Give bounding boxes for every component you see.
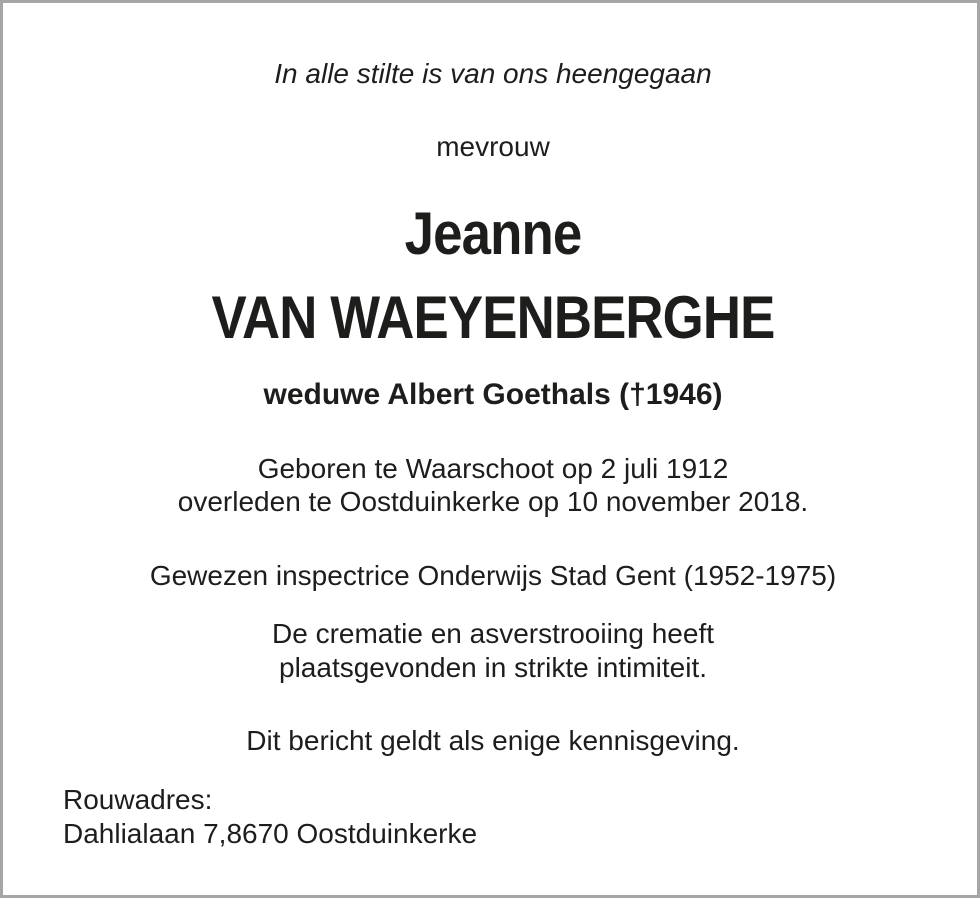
cremation-text-line-2: plaatsgevonden in strikte intimiteit. xyxy=(279,652,707,683)
career-info: Gewezen inspectrice Onderwijs Stad Gent (1952-1975) xyxy=(149,560,837,591)
spouse-info: weduwe Albert Goethals (†1946) xyxy=(263,378,723,411)
death-info: overleden te Oostduinkerke op 10 november 2018. xyxy=(177,486,809,517)
deceased-last-name: VAN WAEYENBERGHE xyxy=(211,284,775,351)
announcement-text: Dit bericht geldt als enige kennisgeving. xyxy=(246,725,740,756)
birth-info: Geboren te Waarschoot op 2 juli 1912 xyxy=(257,453,729,484)
honorific-title: mevrouw xyxy=(436,131,550,162)
intro-text: In alle stilte is van ons heengegaan xyxy=(274,58,712,89)
cremation-text-line-1: De crematie en asverstrooiing heeft xyxy=(272,618,714,649)
mourning-address-label: Rouwadres: xyxy=(63,784,213,815)
deceased-first-name: Jeanne xyxy=(404,200,582,267)
mourning-address-value: Dahlialaan 7,8670 Oostduinkerke xyxy=(63,818,478,849)
